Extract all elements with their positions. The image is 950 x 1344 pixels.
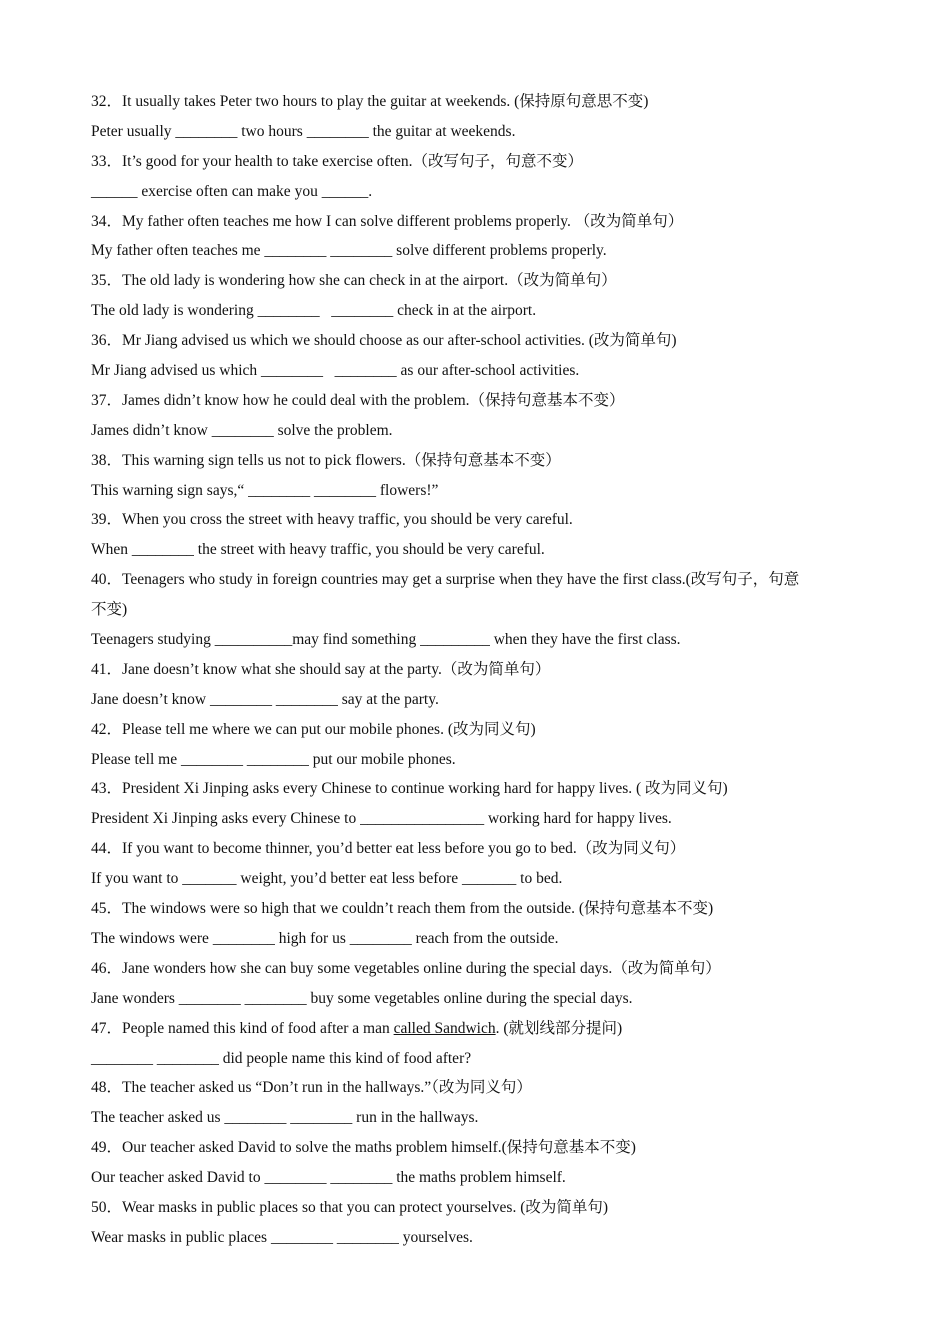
- question-49: 49．Our teacher asked David to solve the maths problem himself.(保持句意基本不变): [91, 1139, 636, 1157]
- answer-41: Jane doesn’t know ________ ________ say at the party.: [91, 690, 439, 708]
- question-40-continued: 不变): [91, 601, 128, 619]
- question-42: 42．Please tell me where we can put our mobile phones. (改为同义句): [91, 720, 536, 738]
- answer-49: Our teacher asked David to ________ ________ the maths problem himself.: [91, 1169, 566, 1187]
- exercise-page: [91, 89, 871, 1255]
- question-48: 48．The teacher asked us “Don’t run in the hallways.”（改为同义句）: [91, 1079, 532, 1097]
- question-40: 40．Teenagers who study in foreign countries may get a surprise when they have the first class.(改写句子，句意: [91, 571, 800, 589]
- answer-43: President Xi Jinping asks every Chinese to ________________ working hard for happy lives.: [91, 810, 672, 828]
- answer-48: The teacher asked us ________ ________ run in the hallways.: [91, 1109, 479, 1127]
- question-34: 34．My father often teaches me how I can solve different problems properly. （改为简单句）: [91, 212, 684, 230]
- question-37: 37．James didn’t know how he could deal with the problem.（保持句意基本不变）: [91, 391, 625, 409]
- question-41: 41．Jane doesn’t know what she should say at the party.（改为简单句）: [91, 660, 551, 678]
- question-44: 44．If you want to become thinner, you’d better eat less before you go to bed.（改为同义句）: [91, 840, 686, 858]
- answer-42: Please tell me ________ ________ put our mobile phones.: [91, 750, 456, 768]
- answer-40: Teenagers studying __________may find something _________ when they have the first class.: [91, 631, 681, 649]
- answer-38: This warning sign says,“ ________ ________ flowers!”: [91, 481, 439, 499]
- answer-35: The old lady is wondering ________ ________ check in at the airport.: [91, 302, 537, 320]
- question-33: 33．It’s good for your health to take exercise often.（改写句子，句意不变）: [91, 152, 584, 170]
- answer-45: The windows were ________ high for us ________ reach from the outside.: [91, 929, 559, 947]
- answer-46: Jane wonders ________ ________ buy some vegetables online during the special days.: [91, 989, 633, 1007]
- answer-32: Peter usually ________ two hours ________ the guitar at weekends.: [91, 122, 516, 140]
- answer-36: Mr Jiang advised us which ________ ________ as our after-school activities.: [91, 362, 580, 380]
- answer-50: Wear masks in public places ________ ________ yourselves.: [91, 1228, 473, 1246]
- question-38: 38．This warning sign tells us not to pick flowers.（保持句意基本不变）: [91, 451, 561, 469]
- question-45: 45．The windows were so high that we couldn’t reach them from the outside. (保持句意基本不变): [91, 900, 714, 918]
- answer-47: ________ ________ did people name this kind of food after?: [91, 1049, 472, 1067]
- question-47: [91, 1016, 871, 1046]
- question-50: 50．Wear masks in public places so that you can protect yourselves. (改为简单句): [91, 1198, 609, 1216]
- question-35: 35．The old lady is wondering how she can check in at the airport.（改为简单句）: [91, 272, 617, 290]
- answer-34: My father often teaches me ________ ________ solve different problems properly.: [91, 242, 607, 260]
- answer-39: When ________ the street with heavy traffic, you should be very careful.: [91, 541, 545, 559]
- question-47-text: 47．People named this kind of food after a man: [91, 1019, 394, 1037]
- question-39: 39．When you cross the street with heavy traffic, you should be very careful.: [91, 511, 573, 529]
- underlined-phrase: called Sandwich: [393, 1019, 496, 1037]
- question-47-instruction: . (就划线部分提问): [495, 1019, 623, 1037]
- question-43: 43．President Xi Jinping asks every Chinese to continue working hard for happy lives. ( 改为同义句): [91, 780, 728, 798]
- answer-33: ______ exercise often can make you ______.: [91, 182, 373, 200]
- answer-44: If you want to _______ weight, you’d better eat less before _______ to bed.: [91, 870, 563, 888]
- answer-37: James didn’t know ________ solve the problem.: [91, 421, 393, 439]
- question-32: 32．It usually takes Peter two hours to play the guitar at weekends. (保持原句意思不变): [91, 93, 649, 110]
- question-36: 36．Mr Jiang advised us which we should choose as our after-school activities. (改为简单句): [91, 332, 677, 350]
- question-46: 46．Jane wonders how she can buy some vegetables online during the special days.（改为简单句）: [91, 959, 721, 977]
